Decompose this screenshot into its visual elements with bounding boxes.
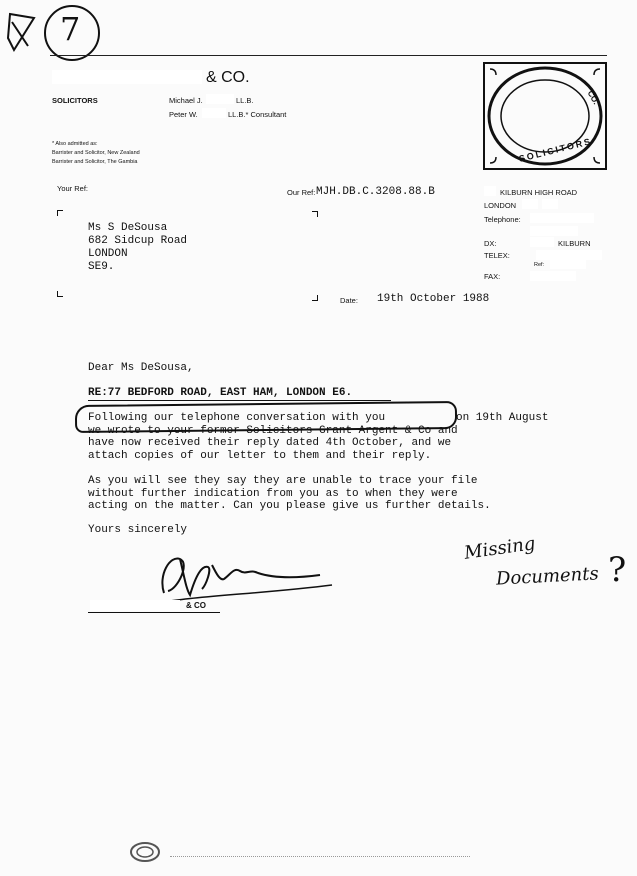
paragraph1-line4: attach copies of our letter to them and their reply.	[88, 450, 432, 462]
ref-label: Ref:	[534, 262, 545, 268]
address-line2: LONDON	[484, 201, 517, 210]
paragraph2-line1: As you will see they say they are unable to trace your file	[88, 475, 478, 487]
firm-seal-logo	[482, 61, 608, 171]
closing: Yours sincerely	[88, 524, 188, 536]
telephone-redacted-2	[530, 226, 578, 236]
margin-note-line1: Missing	[462, 533, 537, 564]
margin-note-question: ?	[608, 550, 627, 590]
telephone-redacted-1	[530, 213, 594, 223]
footnote-1: * Also admitted as:	[52, 141, 98, 147]
subject-underline	[88, 400, 391, 401]
fax-label: FAX:	[484, 272, 501, 281]
signoff-rule	[88, 612, 220, 613]
paragraph2-line3: acting on the matter. Can you please give us further details.	[88, 500, 491, 512]
window-corner-tr	[312, 211, 318, 217]
recipient-line2: LONDON	[88, 248, 128, 260]
bottom-dotted-line	[170, 856, 470, 857]
our-ref-label: Our Ref:	[287, 188, 316, 197]
our-ref-value: MJH.DB.C.3208.88.B	[316, 186, 435, 198]
ref-redacted	[550, 260, 586, 269]
salutation: Dear Ms DeSousa,	[88, 362, 194, 374]
paragraph1-line3: have now received their reply dated 4th October, and we	[88, 437, 452, 449]
signoff-suffix: & CO	[186, 601, 206, 610]
paragraph1-line1b: on 19th August	[456, 412, 549, 424]
partner2-quals: LL.B.* Consultant	[228, 110, 287, 119]
window-corner-br	[312, 295, 318, 301]
recipient-name: Ms S DeSousa	[88, 222, 168, 234]
firm-name-redacted	[52, 70, 202, 84]
window-corner-tl	[57, 210, 63, 216]
partner2-surname-redacted	[202, 108, 226, 118]
seal-co: CO.	[585, 89, 601, 106]
footnote-3: Barrister and Solicitor, The Gambia	[52, 159, 138, 165]
dx-number-redacted	[530, 237, 554, 247]
address-line1: KILBURN HIGH ROAD	[500, 188, 578, 197]
postcode-redacted-1	[522, 199, 538, 209]
telex-label: TELEX:	[484, 251, 510, 260]
signoff-firm-redacted	[90, 600, 180, 611]
telephone-label: Telephone:	[484, 215, 521, 224]
recipient-line3: SE9.	[88, 261, 115, 273]
page-stamp	[128, 840, 162, 864]
signature	[150, 545, 340, 605]
dx-value: KILBURN	[558, 239, 591, 248]
postcode-redacted-2	[542, 199, 558, 209]
window-corner-bl	[57, 291, 63, 297]
your-ref-label: Your Ref:	[57, 184, 88, 193]
paragraph2-line2: without further indication from you as to when they were	[88, 488, 458, 500]
recipient-line1: 682 Sidcup Road	[88, 235, 188, 247]
paragraph1-line1a: Following our telephone conversation with you	[88, 412, 386, 424]
date-label: Date:	[340, 296, 358, 305]
partner1-surname-redacted	[206, 94, 234, 104]
fax-redacted	[530, 271, 576, 281]
partner2-name: Peter W.	[169, 110, 198, 119]
slash-mark-icon	[4, 8, 38, 54]
telex-redacted	[536, 250, 602, 260]
partner1-name: Michael J.	[169, 96, 203, 105]
date-value: 19th October 1988	[377, 293, 490, 305]
solicitors-label: SOLICITORS	[52, 96, 98, 105]
partner1-quals: LL.B.	[236, 96, 254, 105]
paragraph1-line2: we wrote to your former Solicitors Grant Argent & Co and	[88, 425, 458, 437]
margin-note-line2: Documents	[495, 563, 600, 590]
corner-mark	[4, 8, 38, 54]
dx-label: DX:	[484, 239, 497, 248]
seal-text: SOLICITORS	[517, 136, 593, 164]
folio-number: 7	[60, 10, 81, 48]
address-number-redacted	[484, 186, 496, 196]
footnote-2: Barrister and Solicitor, New Zealand	[52, 150, 140, 156]
subject-line: RE:77 BEDFORD ROAD, EAST HAM, LONDON E6.	[88, 387, 353, 399]
letterhead-rule	[50, 55, 607, 56]
firm-suffix: & CO.	[206, 69, 250, 86]
